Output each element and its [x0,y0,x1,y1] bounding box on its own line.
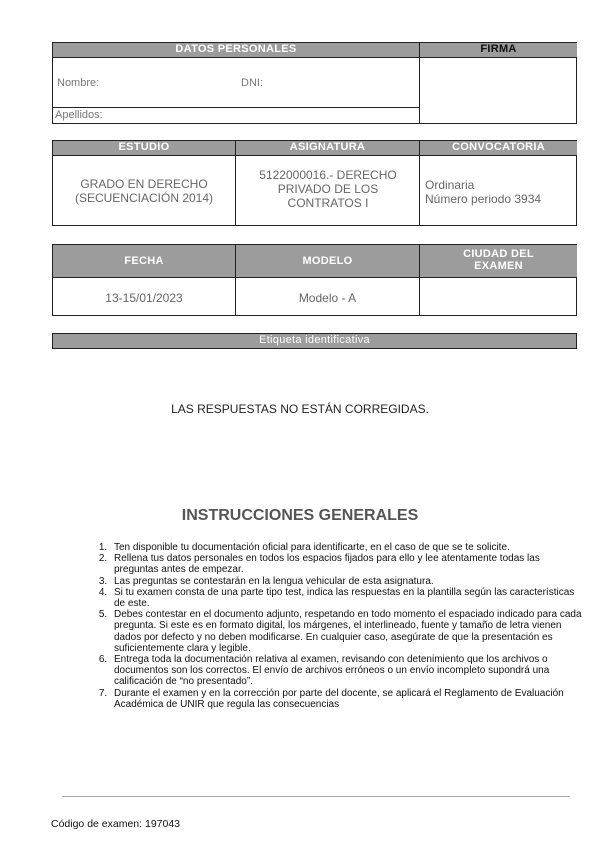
convocatoria-header: CONVOCATORIA [420,141,577,155]
ciudad-header: CIUDAD DEL EXAMEN [420,245,577,277]
instruction-item: 6. Entrega toda la documentación relativa al examen, revisando con detenimiento que los archivos o documentos son los correctos. El envío de archivos erróneos o un envío incompleto supondrá una calificación de “no presentado”. [110,654,584,688]
study-table [52,140,577,226]
personal-data-table [52,42,577,124]
modelo-value: Modelo - A [298,291,357,305]
instruction-item: 2. Rellena tus datos personales en todos los espacios fijados para ello y lee atentamente todas las preguntas antes de empezar. [110,553,584,575]
label-header: Etiqueta identificativa [53,334,576,348]
modelo-header: MODELO [236,245,419,277]
firma-header: FIRMA [420,43,577,57]
label-table [52,333,577,349]
fecha-header: FECHA [53,245,235,277]
instructions-list [92,542,584,710]
instruction-item: 1. Ten disponible tu documentación oficial para identificarte, en el caso de que se te solicite. [110,542,584,553]
personal-data-header: DATOS PERSONALES [53,43,419,57]
instruction-item: 3. Las preguntas se contestarán en la lengua vehicular de esta asignatura. [110,576,584,587]
estudio-header: ESTUDIO [53,141,235,155]
dni-field[interactable]: DNI: [241,77,263,89]
estudio-value: GRADO EN DERECHO (SECUENCIACIÓN 2014) [74,177,214,205]
instruction-item: 7. Durante el examen y en la corrección por parte del docente, se aplicará el Reglamento de Evaluación Académica de UNIR que regula las consecuencias [110,688,584,710]
convocatoria-value-2: Número periodo 3934 [425,192,542,206]
convocatoria-value-1: Ordinaria [425,178,475,192]
exam-code: Código de examen: 197043 [51,818,181,830]
apellidos-field[interactable]: Apellidos: [55,109,103,121]
firma-box[interactable] [420,58,577,123]
nombre-field[interactable]: Nombre: [57,77,100,89]
fecha-value: 13-15/01/2023 [105,291,183,305]
footer-divider [62,796,570,797]
exam-table [52,244,577,316]
asignatura-header: ASIGNATURA [236,141,419,155]
instruction-item: 4. Si tu examen consta de una parte tipo test, indica las respuestas en la plantilla según las características de este. [110,587,584,609]
instruction-item: 5. Debes contestar en el documento adjunto, respetando en todo momento el espaciado indicado para cada pregunta. Si este es en formato digital, los márgenes, el interlineado, fuente y tamaño de letra vienen dados por defecto y no deben modificarse. En cualquier caso, asegúrate de que la presentación es suficientemente clara y legible. [110,609,584,654]
asignatura-value: 5122000016.- DERECHO PRIVADO DE LOS CONTRATOS I [259,168,397,210]
instructions-title: INSTRUCCIONES GENERALES [181,507,419,524]
answers-notice: LAS RESPUESTAS NO ESTÁN CORREGIDAS. [171,402,429,416]
